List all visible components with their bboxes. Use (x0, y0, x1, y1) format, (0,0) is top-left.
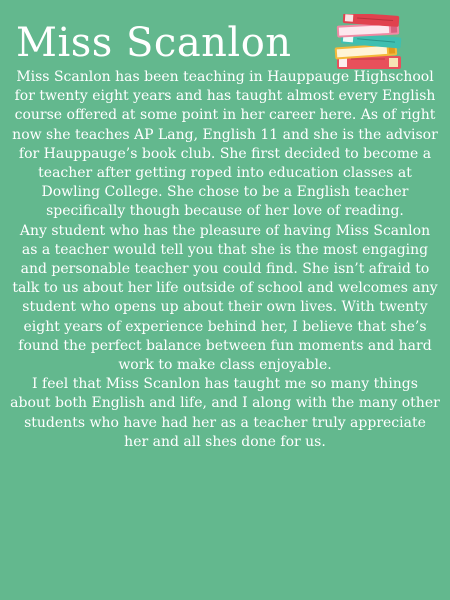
page-title: Miss Scanlon (16, 20, 292, 66)
article-body (10, 68, 440, 452)
paragraph-closing: I feel that Miss Scanlon has taught me so many things about both English and life, and I along with the many other students who have had her as a teacher truly appreciate her and all shes done for us. (10, 376, 440, 450)
paragraph-teaching-style: Any student who has the pleasure of having Miss Scanlon as a teacher would tell you that she is the most engaging and personable teacher you could find. She isn’t afraid to talk to us about her life outside of school and welcomes any student who opens up about their own lives. With twenty eight years of experience behind her, I believe that she’s found the perfect balance between fun moments and hard work to make class enjoyable. (12, 222, 438, 374)
stacked-books-icon (331, 14, 409, 72)
paragraph-background: Miss Scanlon has been teaching in Hauppauge Highschool for twenty eight years and has taught almost every English course offered at some point in her career here. As of right now she teaches AP Lang, English 11 and she is the advisor for Hauppauge’s book club. She first decided to become a teacher after getting roped into education classes at Dowling College. She chose to be a English teacher specifically though because of her love of reading. (12, 69, 438, 220)
